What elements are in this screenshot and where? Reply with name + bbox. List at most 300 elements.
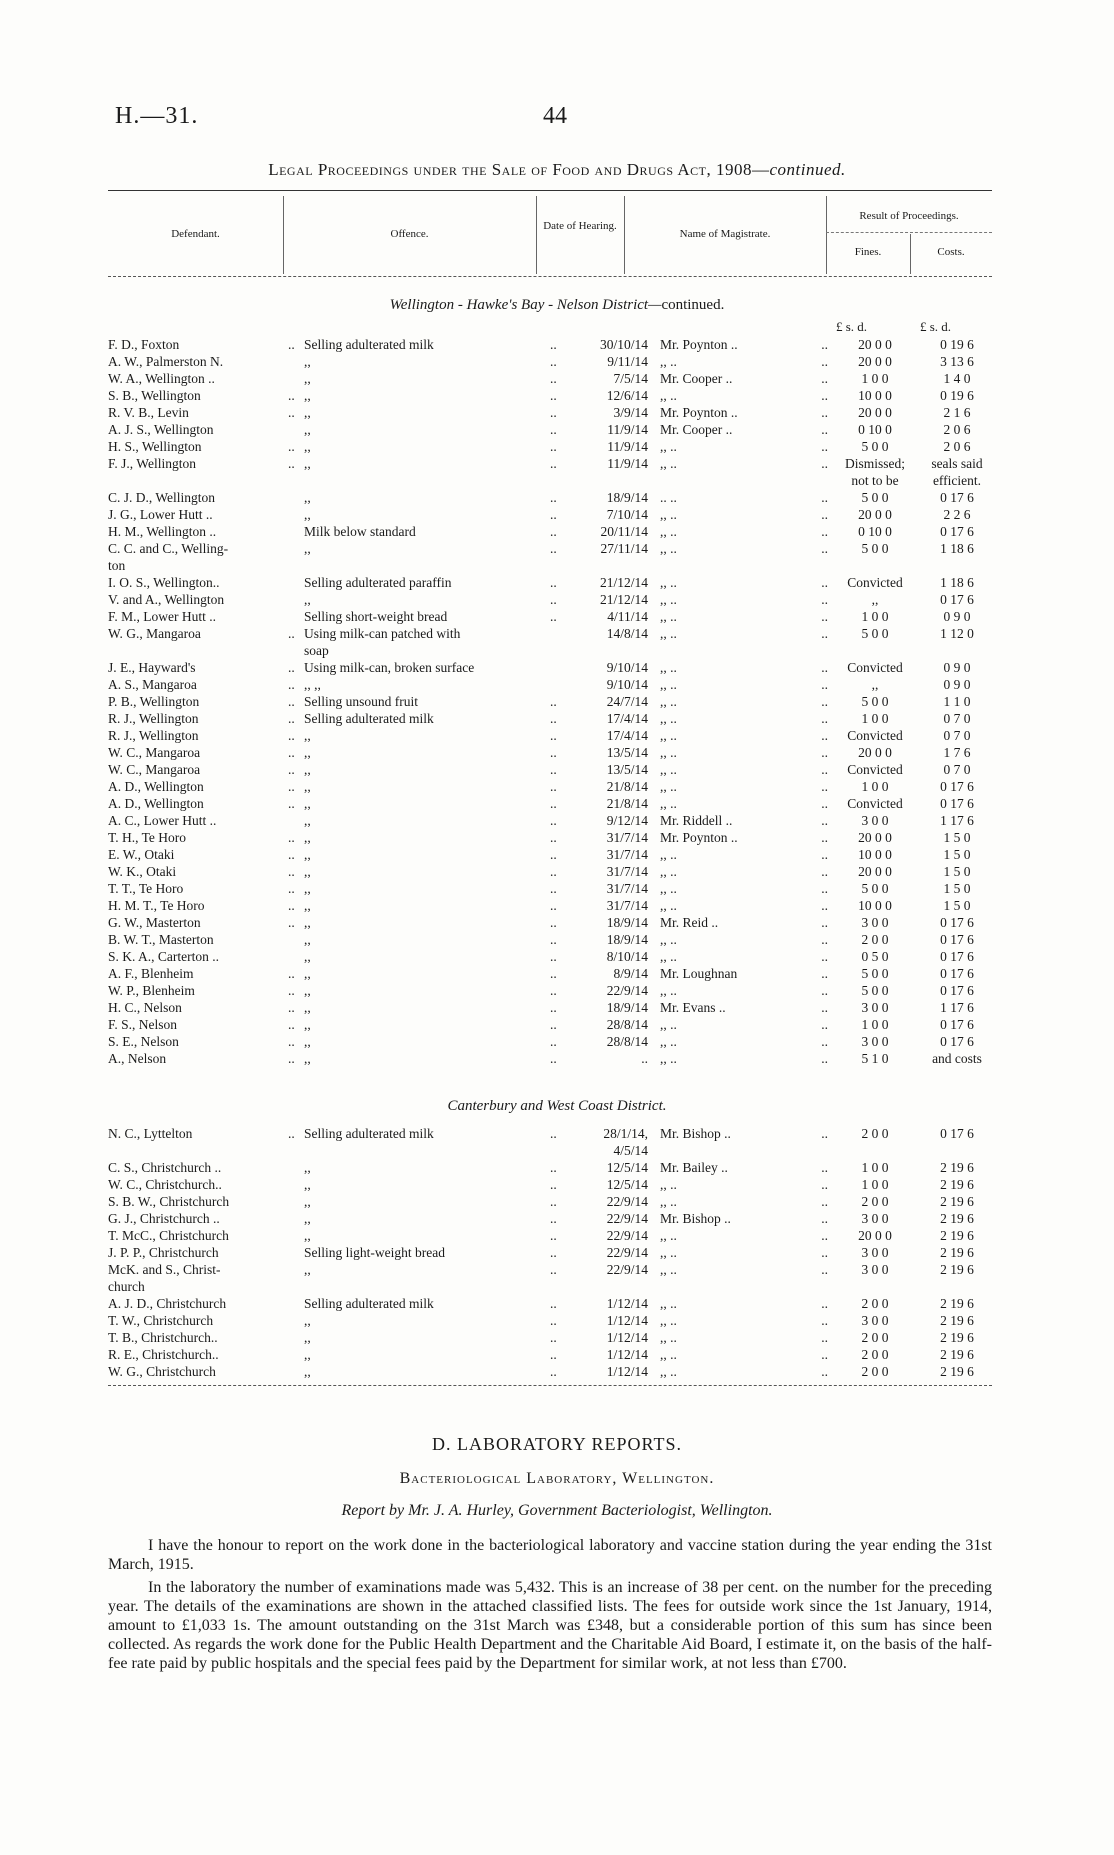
table-row [108, 404, 998, 421]
hearing-date-cell: 18/9/14 [606, 932, 648, 947]
costs-cell: 2 19 6 [940, 1347, 974, 1362]
leader-dots: .. [821, 354, 828, 369]
fines-cell: not to be [851, 473, 899, 488]
magistrate-cell: ,, .. [660, 728, 677, 743]
defendant-cell: S. B., Wellington [108, 388, 201, 403]
district-heading-wellington [0, 297, 1114, 314]
magistrate-cell [652, 1142, 778, 1159]
magistrate-cell: ,, .. [660, 524, 677, 539]
table-row [108, 574, 998, 591]
report-byline: Report by Mr. J. A. Hurley, Government Bacteriologist, Wellington. [341, 1502, 773, 1519]
defendant-cell: W. G., Mangaroa [108, 626, 201, 641]
magistrate-cell: Mr. Loughnan [660, 966, 738, 981]
hearing-date-cell: 30/10/14 [599, 337, 648, 352]
offence-cell: Selling adulterated milk [304, 1126, 434, 1141]
table-row [108, 863, 998, 880]
laboratory-subheading: Bacteriological Laboratory, Wellington. [399, 1470, 715, 1487]
fines-cell: Convicted [847, 575, 903, 590]
costs-cell: 0 7 0 [943, 762, 971, 777]
leader-dots [778, 1278, 834, 1295]
costs-cell: 0 17 6 [940, 490, 974, 505]
fines-cell: 5 1 0 [861, 1051, 889, 1066]
leader-dots [288, 1142, 302, 1159]
fines-cell: 2 0 0 [861, 1347, 889, 1362]
hearing-date-cell: 31/7/14 [606, 830, 648, 845]
leader-dots [288, 1346, 302, 1363]
offence-cell: Selling adulterated paraffin [304, 575, 452, 590]
leader-dots: .. [821, 1364, 828, 1379]
offence-cell: ,, [304, 456, 311, 471]
defendant-cell: J. G., Lower Hutt .. [108, 507, 213, 522]
leader-dots [288, 1329, 302, 1346]
table-row [108, 455, 998, 472]
table-row [108, 438, 998, 455]
leader-dots [288, 472, 302, 489]
leader-dots: .. [550, 1160, 557, 1175]
hearing-date-cell: 11/9/14 [607, 422, 648, 437]
hearing-date-cell: 14/8/14 [606, 626, 648, 641]
defendant-cell: R. E., Christchurch.. [108, 1347, 219, 1362]
costs-cell: 3 13 6 [940, 354, 974, 369]
leader-dots: .. [821, 966, 828, 981]
leader-dots: .. [550, 1034, 557, 1049]
fines-cell: Convicted [847, 728, 903, 743]
table-row [108, 1278, 998, 1295]
offence-cell: ,, [304, 983, 311, 998]
leader-dots: .. [550, 762, 557, 777]
leader-dots: .. [821, 677, 828, 692]
fines-cell: 10 0 0 [858, 388, 892, 403]
leader-dots [778, 642, 834, 659]
magistrate-cell: ,, .. [660, 1177, 677, 1192]
defendant-cell: S. E., Nelson [108, 1034, 179, 1049]
hearing-date-cell: 8/9/14 [613, 966, 648, 981]
magistrate-cell: ,, .. [660, 1347, 677, 1362]
offence-cell: ,, [304, 1034, 311, 1049]
table-row [108, 642, 998, 659]
defendant-cell: H. S., Wellington [108, 439, 202, 454]
table-row [108, 965, 998, 982]
fines-cell: ,, [871, 677, 879, 692]
costs-cell: 2 19 6 [940, 1228, 974, 1243]
leader-dots: .. [288, 1051, 295, 1066]
table-row [108, 897, 998, 914]
leader-dots: .. [821, 1160, 828, 1175]
district-heading-text: Wellington - Hawke's Bay - Nelson District— [389, 297, 662, 313]
fines-cell: 1 0 0 [861, 371, 889, 386]
magistrate-cell: Mr. Bishop .. [660, 1126, 731, 1141]
magistrate-cell: ,, .. [660, 932, 677, 947]
leader-dots: .. [550, 1051, 557, 1066]
document-reference: H.—31. [115, 103, 199, 129]
leader-dots: .. [288, 626, 295, 641]
leader-dots: .. [821, 1034, 828, 1049]
defendant-cell: McK. and S., Christ- [108, 1262, 221, 1277]
costs-cell: 1 5 0 [943, 881, 971, 896]
offence-cell: ,, [304, 830, 311, 845]
leader-dots: .. [288, 847, 295, 862]
leader-dots: .. [821, 1000, 828, 1015]
leader-dots [288, 1210, 302, 1227]
fines-cell: 1 0 0 [861, 1160, 889, 1175]
leader-dots [288, 591, 302, 608]
defendant-cell: J. P. P., Christchurch [108, 1245, 219, 1260]
report-paragraph-1: I have the honour to report on the work done in the bacteriological laboratory and vaccine station during the year ending the 31st March, 1915. [108, 1537, 992, 1573]
leader-dots: .. [821, 796, 828, 811]
leader-dots: .. [550, 1194, 557, 1209]
leader-dots [288, 1261, 302, 1278]
offence-cell [302, 472, 550, 489]
column-header-fines: Fines. [854, 246, 882, 258]
offence-cell [302, 1278, 550, 1295]
magistrate-cell: ,, .. [660, 762, 677, 777]
leader-dots: .. [550, 779, 557, 794]
defendant-cell: G. W., Masterton [108, 915, 201, 930]
leader-dots: .. [288, 830, 295, 845]
magistrate-cell [652, 1278, 778, 1295]
magistrate-cell: ,, .. [660, 1296, 677, 1311]
magistrate-cell: ,, .. [660, 1194, 677, 1209]
defendant-cell: R. J., Wellington [108, 728, 199, 743]
leader-dots: .. [288, 694, 295, 709]
hearing-date-cell: 17/4/14 [606, 728, 648, 743]
leader-dots [550, 1278, 564, 1295]
leader-dots [288, 557, 302, 574]
leader-dots: .. [550, 796, 557, 811]
fines-cell [834, 642, 916, 659]
magistrate-cell: ,, .. [660, 983, 677, 998]
defendant-cell: W. C., Christchurch.. [108, 1177, 222, 1192]
column-header-magistrate: Name of Magistrate. [679, 228, 771, 240]
leader-dots: .. [288, 915, 295, 930]
hearing-date-cell: 31/7/14 [606, 847, 648, 862]
hearing-date-cell: 31/7/14 [606, 864, 648, 879]
leader-dots: .. [821, 626, 828, 641]
table-row [108, 472, 998, 489]
leader-dots: .. [288, 881, 295, 896]
offence-cell: ,, [304, 898, 311, 913]
costs-cell: 0 17 6 [940, 966, 974, 981]
defendant-cell: C. J. D., Wellington [108, 490, 216, 505]
offence-cell: ,, [304, 1347, 311, 1362]
defendant-cell: W. A., Wellington .. [108, 371, 215, 386]
magistrate-cell: Mr. Bishop .. [660, 1211, 731, 1226]
magistrate-cell: ,, .. [660, 1034, 677, 1049]
magistrate-cell: ,, .. [660, 541, 677, 556]
leader-dots: .. [550, 1245, 557, 1260]
fines-cell: 5 0 0 [861, 694, 889, 709]
magistrate-cell: Mr. Riddell .. [660, 813, 733, 828]
table-row [108, 557, 998, 574]
fines-cell: 2 0 0 [861, 932, 889, 947]
leader-dots: .. [821, 405, 828, 420]
offence-cell: ,, [304, 422, 311, 437]
hearing-date-cell: 3/9/14 [613, 405, 648, 420]
leader-dots [288, 931, 302, 948]
leader-dots: .. [821, 847, 828, 862]
offence-cell: ,, [304, 915, 311, 930]
leader-dots: .. [550, 541, 557, 556]
offence-cell: ,, [304, 1211, 311, 1226]
leader-dots: .. [550, 1347, 557, 1362]
costs-units: £ s. d. [920, 319, 952, 334]
hearing-date-cell [564, 557, 652, 574]
defendant-cell: W. P., Blenheim [108, 983, 195, 998]
leader-dots: .. [821, 507, 828, 522]
hearing-date-cell: 22/9/14 [606, 983, 648, 998]
hearing-date-cell: 1/12/14 [606, 1364, 648, 1379]
magistrate-cell: ,, .. [660, 660, 677, 675]
leader-dots [288, 1227, 302, 1244]
defendant-cell: B. W. T., Masterton [108, 932, 214, 947]
defendant-cell: W. C., Mangaroa [108, 745, 201, 760]
fines-cell: 3 0 0 [861, 1211, 889, 1226]
magistrate-cell: .. .. [660, 490, 677, 505]
leader-dots: .. [288, 405, 295, 420]
hearing-date-cell: 9/12/14 [606, 813, 648, 828]
leader-dots [288, 1312, 302, 1329]
costs-cell: 2 1 6 [943, 405, 971, 420]
hearing-date-cell: 4/11/14 [607, 609, 648, 624]
leader-dots: .. [821, 1017, 828, 1032]
table-row [108, 608, 998, 625]
fines-cell: 5 0 0 [861, 626, 889, 641]
table-row [108, 370, 998, 387]
hearing-date-cell: 1/12/14 [606, 1313, 648, 1328]
leader-dots [288, 1278, 302, 1295]
fines-units: £ s. d. [836, 319, 868, 334]
leader-dots: .. [288, 745, 295, 760]
hearing-date-cell: 21/12/14 [599, 592, 648, 607]
table-row [108, 1329, 998, 1346]
costs-cell: 1 4 0 [943, 371, 971, 386]
offence-cell: ,, [304, 507, 311, 522]
costs-cell: 1 5 0 [943, 847, 971, 862]
table-row [108, 1227, 998, 1244]
leader-dots: .. [550, 1296, 557, 1311]
magistrate-cell: ,, .. [660, 694, 677, 709]
offence-cell: ,, [304, 762, 311, 777]
fines-cell: 3 0 0 [861, 813, 889, 828]
defendant-cell: H. M. T., Te Horo [108, 898, 205, 913]
fines-cell: 20 0 0 [858, 337, 892, 352]
leader-dots: .. [550, 966, 557, 981]
hearing-date-cell: 7/10/14 [606, 507, 648, 522]
defendant-cell: F. S., Nelson [108, 1017, 178, 1032]
leader-dots [288, 642, 302, 659]
leader-dots: .. [288, 796, 295, 811]
magistrate-cell: ,, .. [660, 1313, 677, 1328]
leader-dots: .. [550, 745, 557, 760]
leader-dots: .. [821, 1262, 828, 1277]
leader-dots: .. [550, 1177, 557, 1192]
fines-cell [834, 1142, 916, 1159]
leader-dots: .. [821, 711, 828, 726]
hearing-date-cell: 27/11/14 [600, 541, 648, 556]
district-heading-canterbury: Canterbury and West Coast District. [447, 1098, 667, 1114]
leader-dots [550, 557, 564, 574]
fines-cell: 5 0 0 [861, 541, 889, 556]
magistrate-cell: ,, .. [660, 507, 677, 522]
table-row [108, 710, 998, 727]
defendant-cell: A. J. D., Christchurch [108, 1296, 227, 1311]
defendant-cell: S. K. A., Carterton .. [108, 949, 219, 964]
fines-cell: 5 0 0 [861, 439, 889, 454]
leader-dots: .. [288, 864, 295, 879]
leader-dots: .. [550, 1228, 557, 1243]
fines-cell: 1 0 0 [861, 1177, 889, 1192]
offence-cell: Selling adulterated milk [304, 1296, 434, 1311]
costs-cell: 2 2 6 [943, 507, 971, 522]
offence-cell: ,, [304, 966, 311, 981]
table-row [108, 1210, 998, 1227]
defendant-cell: I. O. S., Wellington.. [108, 575, 220, 590]
table-row [108, 1261, 998, 1278]
table-row [108, 1159, 998, 1176]
proceedings-table-wellington [108, 336, 998, 1067]
leader-dots: .. [550, 1000, 557, 1015]
costs-cell [916, 557, 998, 574]
defendant-cell: church [108, 1279, 145, 1294]
magistrate-cell: Mr. Evans .. [660, 1000, 726, 1015]
offence-cell: ,, [304, 541, 311, 556]
leader-dots [288, 1193, 302, 1210]
leader-dots: .. [550, 1364, 557, 1379]
costs-cell: 2 19 6 [940, 1330, 974, 1345]
fines-cell: ,, [871, 592, 879, 607]
magistrate-cell: ,, .. [660, 592, 677, 607]
leader-dots: .. [550, 524, 557, 539]
leader-dots [550, 1142, 564, 1159]
defendant-cell: R. V. B., Levin [108, 405, 189, 420]
table-row [108, 1033, 998, 1050]
header-bottom-rule [108, 276, 992, 277]
fines-cell: 3 0 0 [861, 1262, 889, 1277]
leader-dots: .. [821, 694, 828, 709]
leader-dots: .. [288, 762, 295, 777]
table-end-rule [108, 1385, 992, 1386]
fines-cell: 0 5 0 [861, 949, 889, 964]
magistrate-cell: ,, .. [660, 388, 677, 403]
defendant-cell: T. H., Te Horo [108, 830, 187, 845]
table-row [108, 387, 998, 404]
defendant-cell [108, 1142, 288, 1159]
page-number: 44 [543, 103, 567, 129]
hearing-date-cell: 1/12/14 [606, 1347, 648, 1362]
costs-cell: 0 17 6 [940, 796, 974, 811]
defendant-cell: V. and A., Wellington [108, 592, 225, 607]
fines-cell: 20 0 0 [858, 354, 892, 369]
hearing-date-cell: 18/9/14 [606, 915, 648, 930]
offence-cell: ,, [304, 949, 311, 964]
fines-cell: 10 0 0 [858, 898, 892, 913]
table-row [108, 880, 998, 897]
defendant-cell: T. W., Christchurch [108, 1313, 214, 1328]
fines-cell: 20 0 0 [858, 1228, 892, 1243]
costs-cell: 0 7 0 [943, 711, 971, 726]
leader-dots: .. [821, 1228, 828, 1243]
leader-dots: .. [550, 1211, 557, 1226]
defendant-cell: G. J., Christchurch .. [108, 1211, 220, 1226]
table-row [108, 1016, 998, 1033]
hearing-date-cell: 22/9/14 [606, 1262, 648, 1277]
leader-dots: .. [288, 439, 295, 454]
hearing-date-cell: 22/9/14 [606, 1228, 648, 1243]
defendant-cell: F. D., Foxton [108, 337, 180, 352]
costs-cell [916, 1142, 998, 1159]
leader-dots: .. [550, 949, 557, 964]
table-row [108, 1312, 998, 1329]
leader-dots: .. [821, 949, 828, 964]
result-subdivider [826, 232, 992, 233]
leader-dots: .. [821, 864, 828, 879]
table-row [108, 523, 998, 540]
leader-dots: .. [821, 592, 828, 607]
leader-dots: .. [288, 898, 295, 913]
hearing-date-cell: 13/5/14 [606, 762, 648, 777]
hearing-date-cell [564, 642, 652, 659]
offence-cell: ,, [304, 354, 311, 369]
leader-dots [288, 1363, 302, 1380]
magistrate-cell: ,, .. [660, 439, 677, 454]
leader-dots: .. [821, 1245, 828, 1260]
costs-cell: 0 17 6 [940, 1034, 974, 1049]
magistrate-cell: ,, .. [660, 745, 677, 760]
column-divider [826, 196, 827, 274]
leader-dots [288, 608, 302, 625]
leader-dots [550, 659, 564, 676]
costs-cell: 2 0 6 [943, 422, 971, 437]
defendant-cell: N. C., Lyttelton [108, 1126, 193, 1141]
fines-cell: 1 0 0 [861, 711, 889, 726]
table-row [108, 693, 998, 710]
leader-dots: .. [288, 677, 295, 692]
leader-dots: .. [550, 1017, 557, 1032]
leader-dots: .. [821, 456, 828, 471]
hearing-date-cell: 18/9/14 [606, 490, 648, 505]
costs-cell: 2 19 6 [940, 1194, 974, 1209]
leader-dots: .. [821, 439, 828, 454]
offence-cell: ,, [304, 1017, 311, 1032]
hearing-date-cell: 12/5/14 [606, 1160, 648, 1175]
table-row [108, 1050, 998, 1067]
offence-cell: ,, [304, 1194, 311, 1209]
leader-dots: .. [821, 1177, 828, 1192]
table-row [108, 829, 998, 846]
table-title [0, 160, 1114, 180]
table-row [108, 1193, 998, 1210]
fines-cell: 0 10 0 [858, 422, 892, 437]
costs-cell: 1 5 0 [943, 864, 971, 879]
defendant-cell: F. M., Lower Hutt .. [108, 609, 217, 624]
table-row [108, 846, 998, 863]
leader-dots [288, 489, 302, 506]
column-divider [536, 196, 537, 274]
offence-cell: ,, [304, 405, 311, 420]
fines-cell: 2 0 0 [861, 1330, 889, 1345]
magistrate-cell: ,, .. [660, 575, 677, 590]
magistrate-cell: ,, .. [660, 1364, 677, 1379]
leader-dots [288, 353, 302, 370]
leader-dots: .. [550, 915, 557, 930]
leader-dots: .. [288, 388, 295, 403]
fines-cell: 5 0 0 [861, 983, 889, 998]
hearing-date-cell: 9/10/14 [606, 660, 648, 675]
leader-dots: .. [821, 422, 828, 437]
defendant-cell: T. McC., Christchurch [108, 1228, 229, 1243]
leader-dots: .. [288, 711, 295, 726]
fines-cell: 3 0 0 [861, 1034, 889, 1049]
